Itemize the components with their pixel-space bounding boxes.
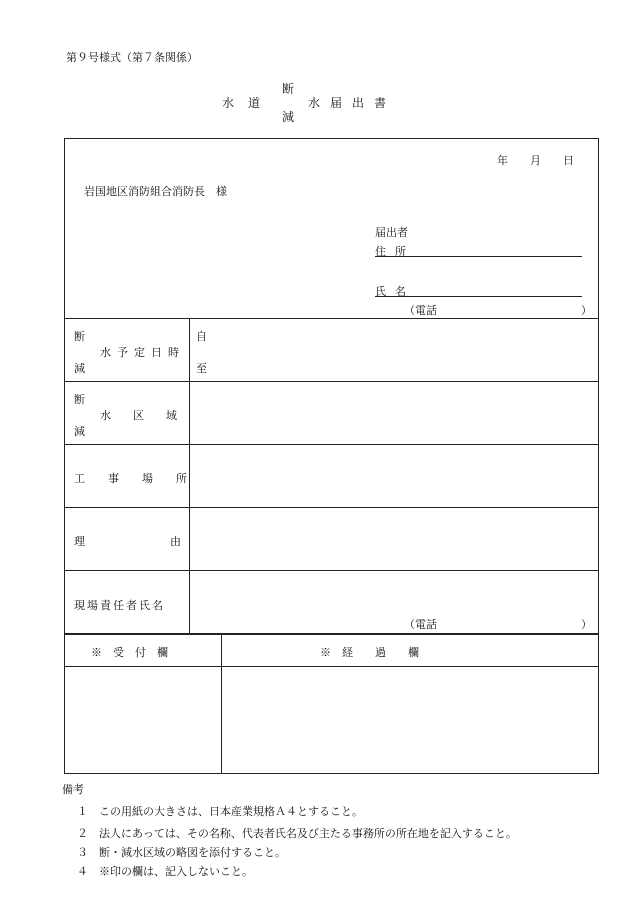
address-field[interactable] [375,256,582,257]
title-lower: 減 [282,110,295,124]
divider [64,381,599,382]
reason-value[interactable] [195,511,593,565]
title-right: 水届出書 [308,96,397,110]
note-text: この用紙の大きさは、日本産業規格Ａ４とすること。 [99,805,363,818]
area-label: 水区域 [100,409,199,422]
schedule-to-label: 至 [196,362,207,375]
divider [64,444,599,445]
reason-label-right: 由 [170,535,181,548]
note-number: ４ [77,865,88,878]
site-label: 工事場所 [74,472,210,485]
note-item [77,844,286,860]
name-label: 氏名 [375,285,415,298]
reception-header: ※ 受 付 欄 [91,646,168,659]
note-text: 断・減水区域の略図を添付すること。 [99,846,286,859]
note-item [77,803,363,819]
manager-value[interactable] [195,574,593,610]
applicant-tel-close: ） [581,304,592,317]
note-text: 法人にあっては、その名称、代表者氏名及び主たる事務所の所在地を記入すること。 [99,827,517,840]
note-number: １ [77,805,88,818]
progress-header: ※ 経 過 欄 [320,646,419,659]
schedule-label: 水予定日時 [100,346,185,359]
divider [64,507,599,508]
schedule-value[interactable] [212,322,592,376]
addressee: 岩国地区消防組合消防長 様 [84,185,227,198]
note-number: ２ [77,827,88,840]
date-month: 月 [530,154,541,167]
area-lower: 減 [74,425,85,438]
note-text: ※印の欄は、記入しないこと。 [99,865,253,878]
manager-tel-label: （電話 [404,618,437,631]
date-line[interactable] [497,152,574,168]
divider [64,666,599,667]
schedule-lower: 減 [74,362,85,375]
divider [64,318,599,319]
applicant-tel-label: （電話 [404,304,437,317]
area-value[interactable] [195,385,593,439]
title-left: 水道 [222,96,275,110]
date-year: 年 [497,154,508,167]
date-day: 日 [563,154,574,167]
office-column-divider [221,634,222,774]
address-label: 住所 [375,245,415,258]
schedule-from-label: 自 [196,330,207,343]
note-number: ３ [77,846,88,859]
applicant-label: 届出者 [375,226,408,239]
title-upper: 断 [282,82,295,96]
notes-title: 備考 [62,783,84,796]
area-upper: 断 [74,393,85,406]
note-item [77,863,253,879]
schedule-upper: 断 [74,330,85,343]
name-field[interactable] [375,296,582,297]
manager-tel-close: ） [581,618,592,631]
manager-label: 現場責任者氏名 [74,599,165,612]
form-number: 第９号様式（第７条関係） [66,51,198,64]
reason-label-left: 理 [74,535,85,548]
site-value[interactable] [195,448,593,502]
note-item [77,825,517,841]
divider [64,570,599,571]
